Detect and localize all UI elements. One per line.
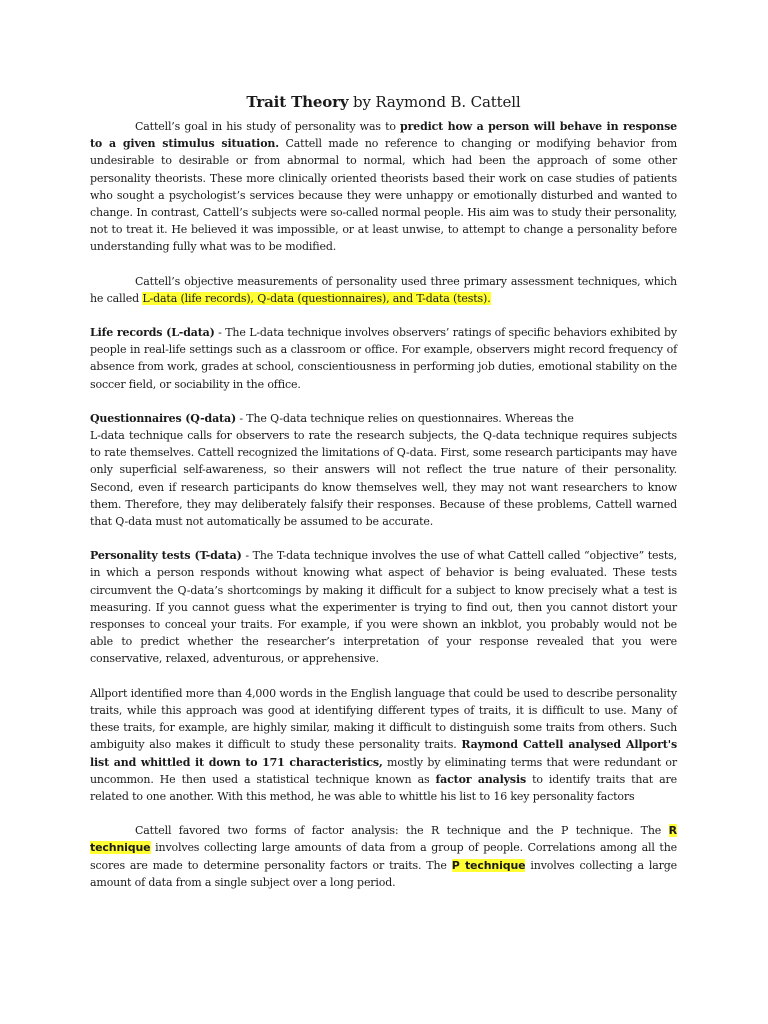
p6-bold-d: factor analysis: [435, 772, 527, 786]
p1-text-c: Cattell made no reference to changing or modifying behavior from undesirable to desirable or from abnormal to normal, which had been the approach of some other personality theorists. These more clinically oriented theorists based their work on case studies of patients who sought a psychologist’s services because they were unhappy or emotionally disturbed and wanted to change. In contrast, Cattell’s subjects were so-called normal people. His aim was to study their personality, not to treat it. He believed it was impossible, or at least unwise, to attempt to change a personality before understanding fully what was to be modified.: [90, 137, 677, 254]
document-title: [90, 92, 677, 112]
p3-text: - The L-data technique involves observers’ ratings of specific behaviors exhibited by people in real-life settings such as a classroom or office. For example, observers might record frequency of absence from work, grades at school, conscientiousness in performing job duties, emotional stability on the soccer field, or sociability in the office.: [90, 326, 677, 391]
p4-line1: - The Q-data technique relies on questionnaires. Whereas the: [236, 411, 574, 425]
paragraph-personality-tests: [90, 547, 677, 667]
p5-text: - The T-data technique involves the use of what Cattell called “objective” tests, in which a person responds without knowing what aspect of behavior is being evaluated. These tests circumvent the Q-data’s shortcomings by making it difficult for a subject to know precisely what a test is measuring. If you cannot guess what the experimenter is trying to find out, then you cannot distort your responses to conceal your traits. For example, if you were shown an inkblot, you probably would not be able to predict whether the researcher’s interpretation of your response revealed that you were conservative, relaxed, adventurous, or apprehensive.: [90, 549, 677, 666]
title-bold: Trait Theory: [246, 93, 349, 111]
paragraph-life-records: [90, 324, 677, 393]
p-technique-highlight: P technique: [451, 858, 526, 872]
p6-text-e: to identify traits that are related to one another. With this method, he was able to whittle his list to 16 key personality factors: [90, 772, 677, 803]
p4-text: L-data technique calls for observers to rate the research subjects, the Q-data technique requires subjects to rate themselves. Cattell recognized the limitations of Q-data. First, some research participants may have only superficial self-awareness, so their answers will not reflect the true nature of their personality. Second, even if research participants do know themselves well, they may not want researchers to know them. Therefore, they may deliberately falsify their responses. Because of these problems, Cattell warned that Q-data must not automatically be assumed to be accurate.: [90, 429, 677, 529]
p3-heading: Life records (L-data): [90, 326, 215, 340]
paragraph-goal: [90, 118, 677, 256]
r-technique-highlight: R technique: [90, 824, 677, 855]
p1-text-a: Cattell’s goal in his study of personality was to: [135, 120, 401, 133]
p4-heading: Questionnaires (Q-data): [90, 411, 237, 425]
paragraph-techniques: [90, 273, 677, 307]
p2-text-a: Cattell’s objective measurements of personality used three primary assessment techniques, which he called: [90, 274, 677, 305]
p1-bold: predict how a person will behave in response to a given stimulus situation.: [90, 120, 677, 151]
paragraph-factor-analysis: [90, 822, 677, 891]
title-rest: by Raymond B. Cattell: [348, 93, 521, 111]
p7-text-c: involves collecting large amounts of data from a group of people. Correlations among all the scores are made to determine personality factors or traits. The: [90, 841, 677, 872]
p6-text-c: mostly by eliminating terms that were redundant or uncommon. He then used a statistical technique known as: [90, 755, 677, 786]
document-page: [90, 92, 677, 908]
p6-bold-b: Raymond Cattell analysed Allport's list and whittled it down to 171 characteristics,: [90, 738, 677, 769]
paragraph-questionnaires: [90, 410, 677, 530]
p5-heading: Personality tests (T-data): [90, 549, 242, 563]
p7-text-e: involves collecting a large amount of data from a single subject over a long period.: [90, 858, 677, 889]
p2-highlight: L-data (life records), Q-data (questionnaires), and T-data (tests).: [142, 291, 491, 305]
paragraph-allport: [90, 685, 677, 805]
p7-text-a: Cattell favored two forms of factor analysis: the R technique and the P technique. The: [135, 824, 669, 838]
p6-text-a: Allport identified more than 4,000 words in the English language that could be used to describe personality traits, while this approach was good at identifying different types of traits, it is difficult to use. Many of these traits, for example, are highly similar, making it difficult to distinguish some traits from others. Such ambiguity also makes it difficult to study these personality traits.: [90, 686, 677, 752]
